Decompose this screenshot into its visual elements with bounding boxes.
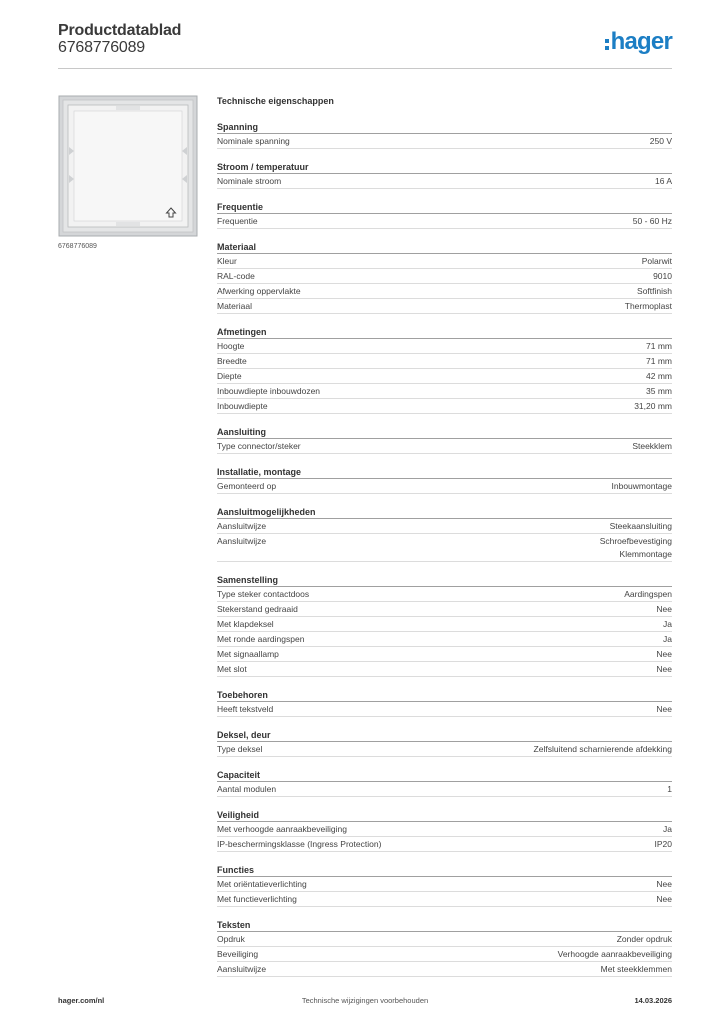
footer-website: hager.com/nl [58,996,105,1005]
spec-row [217,647,672,662]
spec-row [217,134,672,149]
spec-label: Frequentie [217,216,258,226]
logo-dots-icon [605,39,609,50]
spec-value [612,480,673,493]
spec-label: Met verhoogde aanraakbeveiliging [217,824,347,834]
document-title: Productdatablad [58,22,182,39]
spec-label: Met klapdeksel [217,619,274,629]
spec-label: RAL-code [217,271,255,281]
spec-label: Hoogte [217,341,245,351]
spec-group-title: Frequentie [217,200,672,214]
spec-value [625,300,672,313]
spec-label: Aansluitwijze [217,536,267,546]
spec-value-text: 16 A [654,176,672,186]
spec-row [217,662,672,677]
page-header [58,22,672,69]
spec-value-text: Inbouwmontage [611,481,672,491]
spec-value [637,285,672,298]
image-caption: 6768776089 [58,243,97,250]
spec-label: Type deksel [217,744,263,754]
spec-value-text: Klemmontage [619,549,672,559]
spec-value [642,255,672,268]
spec-label: Met oriëntatieverlichting [217,879,307,889]
spec-value-text: Nee [656,604,672,614]
product-number: 6768776089 [58,39,145,56]
spec-value-text: Softfinish [637,286,672,296]
spec-label: Inbouwdiepte [217,401,268,411]
spec-group [217,120,672,149]
spec-value-text: Steekklem [632,441,672,451]
spec-label: Gemonteerd op [217,481,277,491]
spec-group-title: Deksel, deur [217,728,672,742]
spec-label: Nominale stroom [217,176,282,186]
spec-label: Inbouwdiepte inbouwdozen [217,386,321,396]
specs-title: Technische eigenschappen [217,96,334,106]
spec-group-title: Stroom / temperatuur [217,160,672,174]
spec-value [655,838,673,851]
spec-label: Type connector/steker [217,441,301,451]
spec-label: Met ronde aardingspen [217,634,305,644]
spec-row [217,822,672,837]
spec-row [217,892,672,907]
spec-value-text: Nee [656,704,672,714]
spec-row [217,439,672,454]
spec-group-title: Aansluitmogelijkheden [217,505,672,519]
spec-label: Beveiliging [217,949,259,959]
spec-value-text: 31,20 mm [634,401,672,411]
spec-group-title: Afmetingen [217,325,672,339]
spec-label: Met functieverlichting [217,894,297,904]
spec-value-text: 9010 [653,271,672,281]
spec-group-title: Functies [217,863,672,877]
spec-row [217,354,672,369]
spec-value-text: Nee [656,664,672,674]
spec-value [656,893,672,906]
spec-label: Aansluitwijze [217,521,267,531]
spec-value [650,135,672,148]
spec-row [217,932,672,947]
spec-value [646,340,672,353]
spec-value [663,633,672,646]
spec-value-text: Ja [663,619,672,629]
spec-value-text: Met steekklemmen [600,964,672,974]
spec-value-text: Nee [656,894,672,904]
spec-value-text: Schroefbevestiging [599,536,672,546]
page-footer [58,996,672,1010]
spec-label: Met signaallamp [217,649,279,659]
spec-label: Afwerking oppervlakte [217,286,301,296]
spec-row [217,742,672,757]
spec-value [663,618,672,631]
spec-value [558,948,672,961]
spec-label: Breedte [217,356,247,366]
spec-value-text: 250 V [649,136,672,146]
spec-value-text: 42 mm [646,371,672,381]
spec-row [217,299,672,314]
spec-value [600,535,672,561]
spec-row [217,269,672,284]
spec-row [217,602,672,617]
spec-label: Opdruk [217,934,245,944]
spec-value-text: Nee [656,649,672,659]
spec-group [217,728,672,757]
spec-value [656,703,672,716]
spec-group-title: Veiligheid [217,808,672,822]
spec-group [217,688,672,717]
spec-row [217,782,672,797]
spec-value [633,215,672,228]
spec-value-text: 1 [667,784,672,794]
footer-disclaimer: Technische wijzigingen voorbehouden [301,996,429,1005]
spec-value [617,933,672,946]
spec-value-text: Aardingspen [624,589,672,599]
spec-group [217,573,672,677]
spec-group-title: Toebehoren [217,688,672,702]
spec-value [653,270,672,283]
spec-value-text: 71 mm [646,356,672,366]
spec-value [646,385,672,398]
spec-value-text: 35 mm [646,386,672,396]
spec-group [217,863,672,907]
spec-value [656,648,672,661]
spec-group [217,325,672,414]
spec-value-text: 50 - 60 Hz [632,216,672,226]
spec-row [217,214,672,229]
spec-group [217,465,672,494]
spec-value-text: Verhoogde aanraakbeveiliging [557,949,672,959]
spec-group-title: Materiaal [217,240,672,254]
spec-row [217,617,672,632]
spec-value [667,783,672,796]
spec-row [217,339,672,354]
spec-group-title: Spanning [217,120,672,134]
spec-value [656,603,672,616]
spec-row [217,702,672,717]
spec-group-title: Teksten [217,918,672,932]
footer-date: 14.03.2026 [634,996,672,1005]
spec-group [217,200,672,229]
spec-value [601,963,672,976]
spec-value [656,663,672,676]
spec-row [217,587,672,602]
spec-group-title: Aansluiting [217,425,672,439]
spec-group [217,768,672,797]
spec-row [217,369,672,384]
spec-label: Aantal modulen [217,784,277,794]
spec-value-text: Thermoplast [624,301,672,311]
spec-value-text: Ja [663,634,672,644]
spec-value-text: IP20 [654,839,672,849]
spec-label: Type steker contactdoos [217,589,310,599]
spec-group-title: Capaciteit [217,768,672,782]
spec-value-text: Steekaansluiting [609,521,672,531]
spec-group-title: Samenstelling [217,573,672,587]
spec-row [217,947,672,962]
technical-specifications [217,94,672,988]
spec-groups [217,120,672,977]
spec-row [217,632,672,647]
spec-group [217,240,672,314]
spec-group [217,918,672,977]
spec-label: Aansluitwijze [217,964,267,974]
spec-label: Materiaal [217,301,252,311]
spec-label: Diepte [217,371,242,381]
spec-label: Kleur [217,256,237,266]
spec-row [217,877,672,892]
spec-row [217,534,672,562]
spec-value-text: Ja [663,824,672,834]
spec-value [632,440,672,453]
spec-value [656,878,672,891]
spec-row [217,254,672,269]
product-image [58,95,198,237]
spec-label: IP-beschermingsklasse (Ingress Protection) [217,839,382,849]
spec-value [634,400,672,413]
spec-value-text: Nee [656,879,672,889]
spec-row [217,837,672,852]
spec-row [217,519,672,534]
spec-value [610,520,672,533]
spec-value-text: Zonder opdruk [616,934,672,944]
spec-value-text: Zelfsluitend scharnierende afdekking [533,744,672,754]
spec-group [217,808,672,852]
spec-label: Met slot [217,664,247,674]
spec-value [534,743,672,756]
spec-group [217,160,672,189]
spec-value-text: 71 mm [646,341,672,351]
spec-row [217,399,672,414]
spec-value [655,175,672,188]
spec-value [663,823,672,836]
spec-value [624,588,672,601]
spec-row [217,284,672,299]
spec-value-text: Polarwit [641,256,672,266]
spec-label: Nominale spanning [217,136,290,146]
spec-row [217,479,672,494]
hager-logo [605,28,672,56]
spec-value [646,370,672,383]
spec-row [217,962,672,977]
spec-row [217,384,672,399]
spec-group-title: Installatie, montage [217,465,672,479]
spec-value [646,355,672,368]
spec-row [217,174,672,189]
logo-text: hager [610,28,672,55]
spec-group [217,425,672,454]
spec-label: Stekerstand gedraaid [217,604,298,614]
spec-group [217,505,672,562]
spec-label: Heeft tekstveld [217,704,274,714]
